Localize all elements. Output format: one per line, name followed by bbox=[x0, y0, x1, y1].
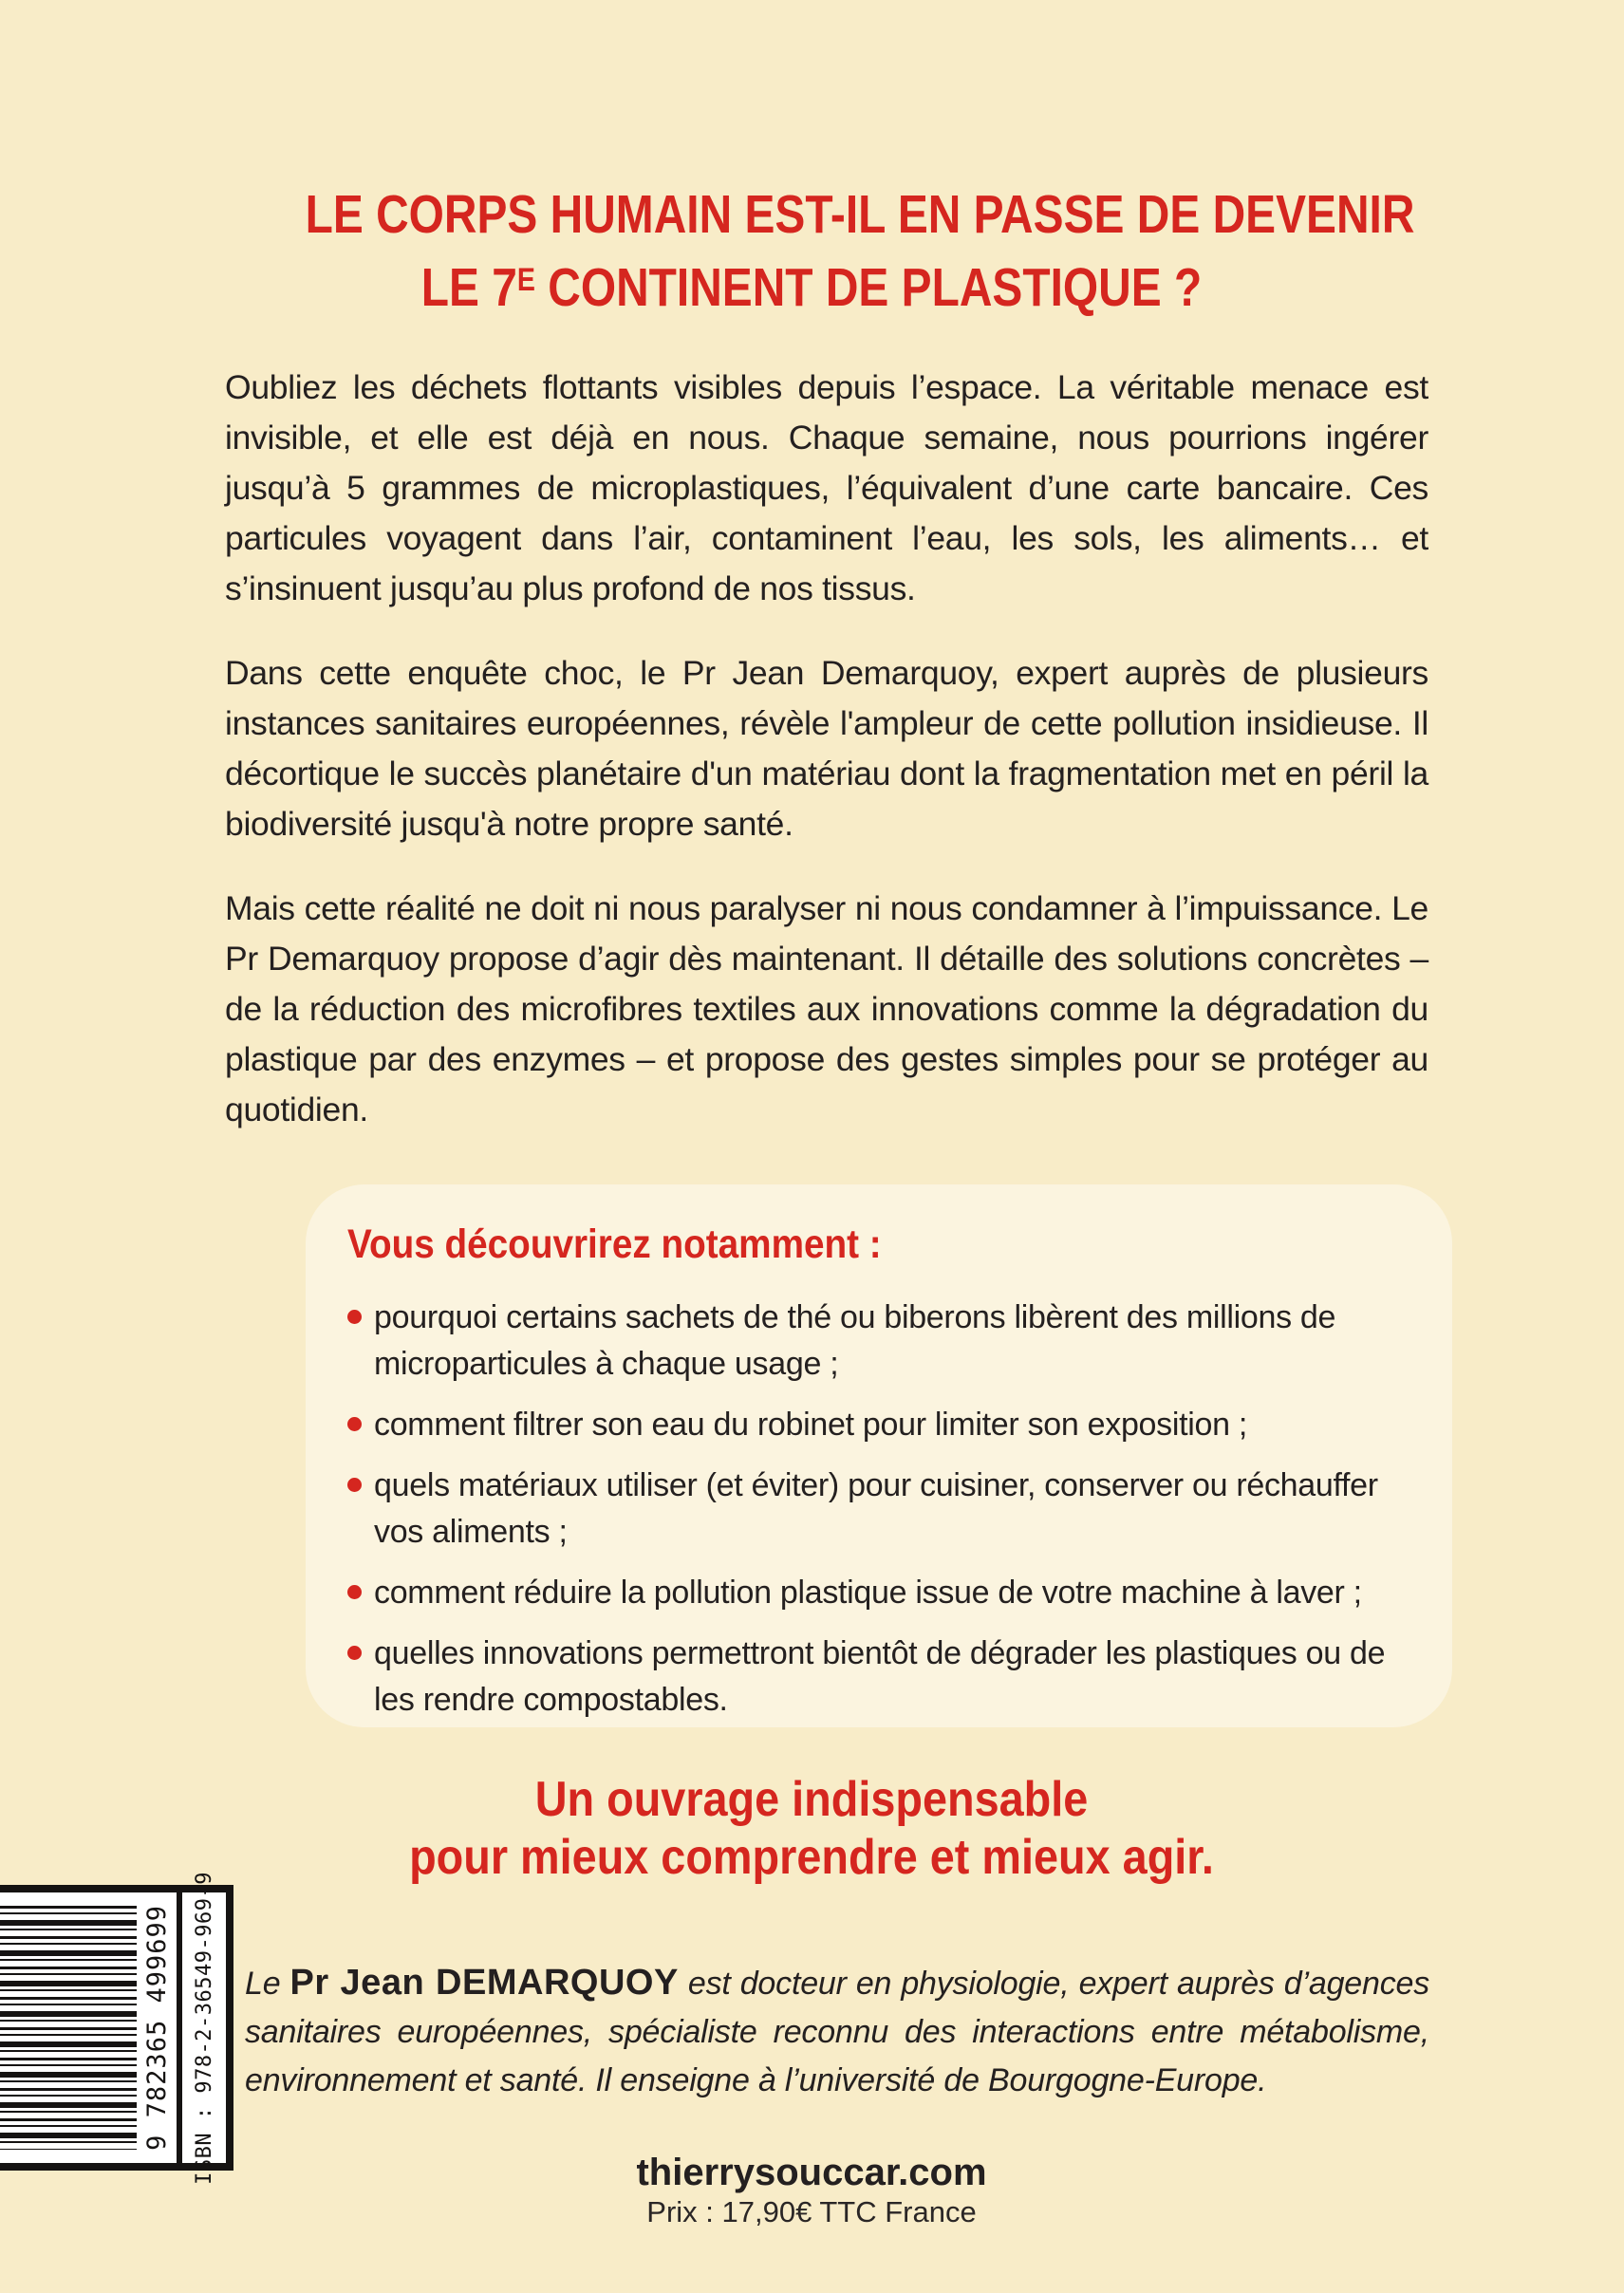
cover-title-superscript: E bbox=[516, 262, 535, 298]
cover-title-line2 bbox=[306, 248, 1318, 321]
author-bio bbox=[245, 1959, 1429, 2105]
bio-text: est docteur en physiologie, expert auprès d’agences sanitaires européennes, spécialiste reconnu des interactions entre métabolisme, environnement et santé. Il enseigne à l’université de Bourgogne-Europe. bbox=[245, 1966, 1429, 2098]
price-label: Prix : 17,90€ TTC France bbox=[646, 2195, 977, 2228]
bio-prefix: Le bbox=[245, 1966, 290, 2002]
highlights-heading: Vous découvrirez notamment : bbox=[347, 1221, 882, 1267]
isbn-column bbox=[182, 1871, 226, 2185]
cover-title bbox=[209, 182, 1414, 321]
barcode-number-column bbox=[137, 1892, 177, 2163]
closing-line1: Un ouvrage indispensable bbox=[534, 1772, 1089, 1827]
cover-title-line2-suffix: CONTINENT DE PLASTIQUE ? bbox=[534, 257, 1203, 318]
highlights-box bbox=[306, 1184, 1452, 1727]
barcode-block bbox=[0, 1871, 233, 2185]
list-item: comment filtrer son eau du robinet pour limiter son exposition ; bbox=[347, 1402, 1409, 1448]
list-item: pourquoi certains sachets de thé ou biberons libèrent des millions de microparticules à chaque usage ; bbox=[347, 1295, 1409, 1388]
list-item: quels matériaux utiliser (et éviter) pour cuisiner, conserver ou réchauffer vos aliments ; bbox=[347, 1463, 1409, 1556]
paragraph-solutions: Mais cette réalité ne doit ni nous paralyser ni nous condamner à l’impuissance. Le Pr Demarquoy propose d’agir dès maintenant. Il détaille des solutions concrètes – de la réduction des microfibres textiles aux innovations comme la dégradation du plastique par des enzymes – et propose des gestes simples pour se protéger au quotidien. bbox=[225, 889, 1428, 1128]
isbn-label: ISBN : 978-2-36549-969-9 bbox=[192, 1871, 216, 2185]
closing-line2: pour mieux comprendre et mieux agir. bbox=[409, 1830, 1214, 1885]
paragraph-intro: Oubliez les déchets flottants visibles depuis l’espace. La véritable menace est invisible, et elle est déjà en nous. Chaque semaine, nous pourrions ingérer jusqu’à 5 grammes de microplastiques, l’équivalent d’une carte bancaire. Ces particules voyagent dans l’air, contaminent l’eau, les sols, les aliments… et s’insinuent jusqu’au plus profond de nos tissus. bbox=[225, 368, 1428, 607]
list-item: comment réduire la pollution plastique issue de votre machine à laver ; bbox=[347, 1570, 1409, 1616]
closing-statement bbox=[209, 1771, 1414, 1887]
highlights-list bbox=[347, 1295, 1409, 1724]
back-cover-text bbox=[225, 363, 1428, 1169]
cover-title-line2-prefix: LE 7 bbox=[420, 257, 517, 318]
publisher-website: thierrysouccar.com bbox=[636, 2152, 987, 2193]
author-name: Pr Jean DEMARQUOY bbox=[289, 1963, 679, 2003]
list-item: quelles innovations permettront bientôt de dégrader les plastiques ou de les rendre compostables. bbox=[347, 1631, 1409, 1724]
barcode-number: 9 782365 499699 bbox=[141, 1905, 172, 2151]
paragraph-investigation: Dans cette enquête choc, le Pr Jean Demarquoy, expert auprès de plusieurs instances sanitaires européennes, révèle l'ampleur de cette pollution insidieuse. Il décortique le succès planétaire d'un matériau dont la fragmentation met en péril la biodiversité jusqu'à notre propre santé. bbox=[225, 654, 1428, 843]
barcode-bars bbox=[0, 1906, 137, 2150]
cover-title-line1: LE CORPS HUMAIN EST-IL EN PASSE DE DEVENIR bbox=[305, 184, 1415, 245]
